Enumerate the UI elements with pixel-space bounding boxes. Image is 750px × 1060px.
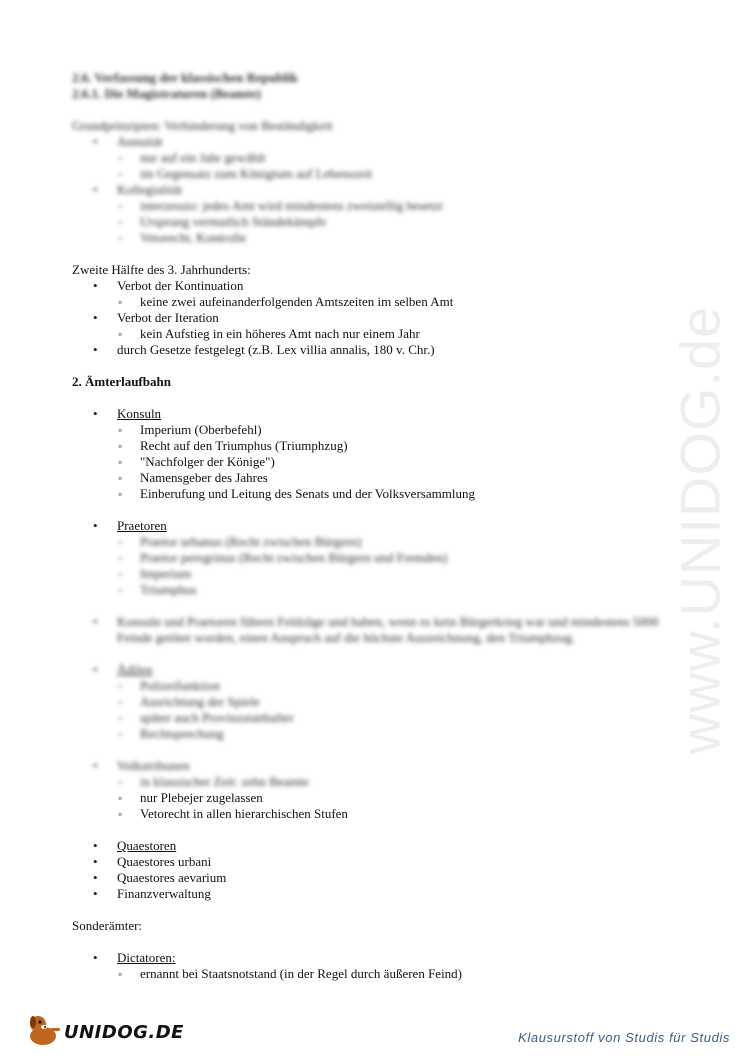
list-item: • Praetoren	[72, 518, 672, 534]
dog-icon	[24, 1010, 62, 1048]
list-item: • Quaestoren	[72, 838, 672, 854]
konsuln-list	[72, 406, 672, 502]
period-intro: Zweite Hälfte des 3. Jahrhunderts:	[72, 262, 251, 277]
list-item: • Konsuln und Praetoren führen Feldzüge und haben, wenn es kein Bürgerkrieg war und mindestens 5000 Feinde getötet worden, einen Anspruch auf die höchste Auszeichnung, den Triumphzug.	[72, 614, 672, 646]
logo-text: UNIDOG.DE	[64, 1022, 184, 1043]
sub-list-item: ◦ Ursprung vermutlich Ständekämpfe	[72, 214, 672, 230]
dictatoren-list	[72, 950, 672, 982]
blurred-intro: Grundprinzipien: Verhinderung von Beständigkeit	[72, 118, 333, 133]
sub-list-item: ◦ Recht auf den Triumphus (Triumphzug)	[72, 438, 672, 454]
volkstribunen-list	[72, 758, 672, 822]
sub-list-item: ◦ ernannt bei Staatsnotstand (in der Regel durch äußeren Feind)	[72, 966, 672, 982]
sub-list-item: ◦ nur auf ein Jahr gewählt	[72, 150, 672, 166]
sub-list-item: ◦ kein Aufstieg in ein höheres Amt nach nur einem Jahr	[72, 326, 672, 342]
list-item: • durch Gesetze festgelegt (z.B. Lex villia annalis, 180 v. Chr.)	[72, 342, 672, 358]
sub-list-item: ◦ Vetorecht, Kontrolle	[72, 230, 672, 246]
praetoren-list	[72, 518, 672, 598]
list-item: • Ädilen	[72, 662, 672, 678]
watermark: www.UNIDOG.de	[668, 305, 732, 755]
list-item: • Quaestores urbani	[72, 854, 672, 870]
sub-list-item: ◦ im Gegensatz zum Königtum auf Lebenszeit	[72, 166, 672, 182]
sub-list-item: ◦ Vetorecht in allen hierarchischen Stufen	[72, 806, 672, 822]
sub-list-item: ◦ später auch Provinzstatthalter	[72, 710, 672, 726]
sub-list-item: ◦ Imperium	[72, 566, 672, 582]
section-heading: 2. Ämterlaufbahn	[72, 374, 171, 389]
document-content	[72, 70, 672, 982]
list-item: • Quaestores aevarium	[72, 870, 672, 886]
sub-list-item: ◦ Einberufung und Leitung des Senats und der Volksversammlung	[72, 486, 672, 502]
list-item: • Konsuln	[72, 406, 672, 422]
unidog-logo[interactable]	[24, 1010, 184, 1050]
sub-list-item: ◦ Polizeifunktion	[72, 678, 672, 694]
aedilen-list	[72, 662, 672, 742]
footer-tagline: Klausurstoff von Studis für Studis	[518, 1030, 730, 1045]
quaestoren-list	[72, 838, 672, 902]
section-subtitle: 2.6.1. Die Magistraturen (Beamte)	[72, 86, 261, 101]
list-item: • Annuität	[72, 134, 672, 150]
list-item: • Verbot der Kontinuation	[72, 278, 672, 294]
blurred-top-section	[72, 70, 672, 246]
section-title: 2.6. Verfassung der klassischen Republik	[72, 70, 298, 85]
sub-list-item: ◦ Imperium (Oberbefehl)	[72, 422, 672, 438]
sub-list-item: ◦ "Nachfolger der Könige")	[72, 454, 672, 470]
sub-list-item: ◦ Praetor peregrinus (Recht zwischen Bürgern und Fremden)	[72, 550, 672, 566]
sub-list-item: ◦ Namensgeber des Jahres	[72, 470, 672, 486]
blurred-paragraph-list	[72, 614, 672, 646]
sub-list-item: ◦ in klassischer Zeit: zehn Beamte	[72, 774, 672, 790]
sub-list-item: ◦ nur Plebejer zugelassen	[72, 790, 672, 806]
list-item: • Dictatoren:	[72, 950, 672, 966]
list-item: • Verbot der Iteration	[72, 310, 672, 326]
list-item: • Finanzverwaltung	[72, 886, 672, 902]
sub-list-item: ◦ Triumphus	[72, 582, 672, 598]
sub-list-item: ◦ Rechtsprechung	[72, 726, 672, 742]
sub-list-item: ◦ Ausrichtung der Spiele	[72, 694, 672, 710]
sonderaemter-intro: Sonderämter:	[72, 918, 143, 933]
sub-list-item: ◦ Praetor urbanus (Recht zwischen Bürgern)	[72, 534, 672, 550]
sub-list-item: ◦ interzessio: jedes Amt wird mindestens zweistellig besetzt	[72, 198, 672, 214]
sub-list-item: ◦ keine zwei aufeinanderfolgenden Amtszeiten im selben Amt	[72, 294, 672, 310]
list-item: • Volkstribunen	[72, 758, 672, 774]
period-section	[72, 262, 672, 358]
list-item: • Kollegialität	[72, 182, 672, 198]
